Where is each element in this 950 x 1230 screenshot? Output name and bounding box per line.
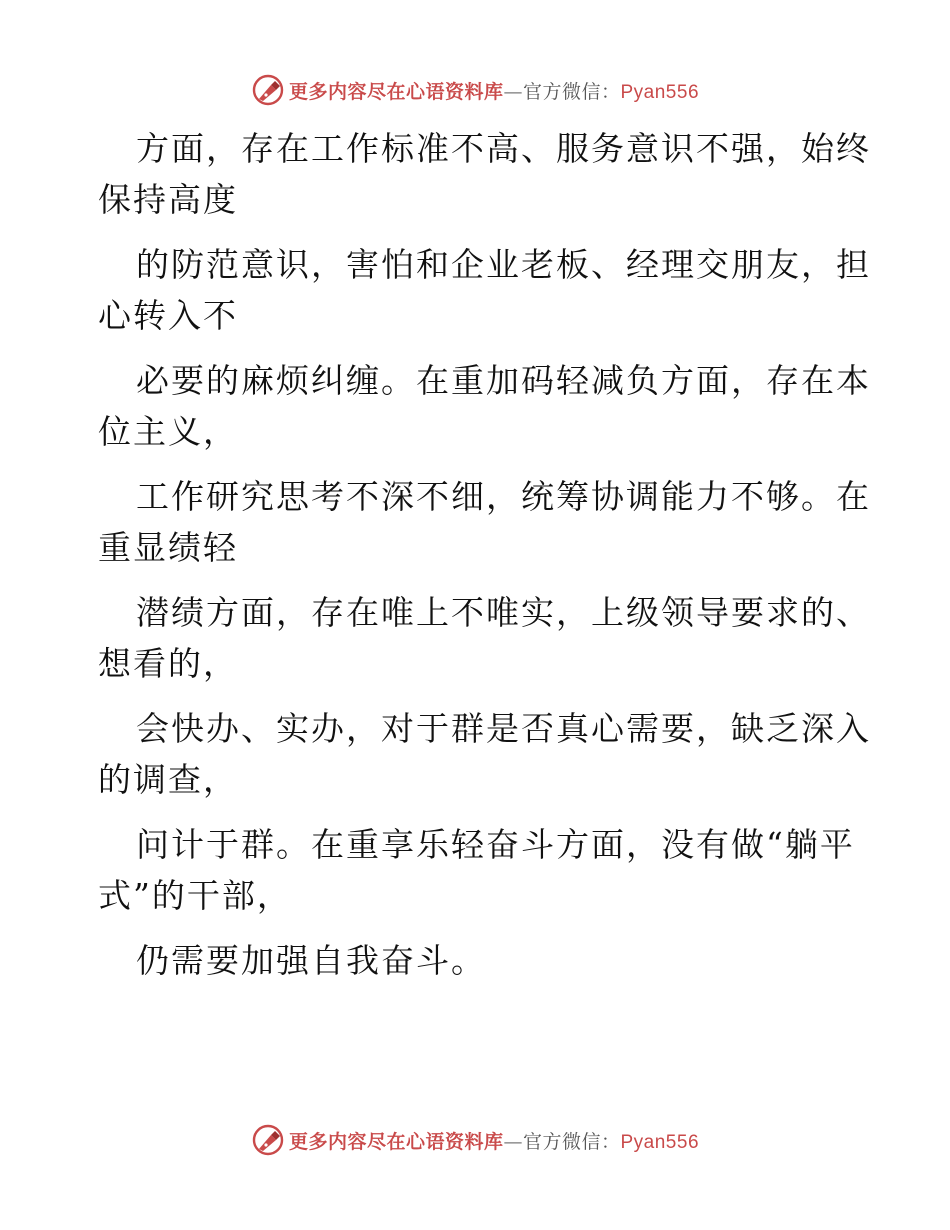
- paragraph: [98, 584, 871, 700]
- paragraph-line: 重显绩轻: [98, 528, 238, 567]
- paragraph-line: 潜绩方面，存在唯上不唯实，上级领导要求的、: [136, 593, 871, 632]
- paragraph-line: 想看的，: [98, 644, 238, 683]
- watermark-dash: —: [503, 80, 523, 103]
- paragraph-line: 工作研究思考不深不细，统筹协调能力不够。在: [136, 477, 871, 516]
- pen-nib-logo-icon: [251, 1123, 285, 1157]
- paragraph-line: 式”的干部，: [98, 876, 292, 915]
- paragraph-line: 必要的麻烦纠缠。在重加码轻减负方面，存在本: [136, 361, 871, 400]
- watermark-brand: 更多内容尽在心语资料库: [288, 1130, 504, 1153]
- paragraph-line: 的调查，: [98, 760, 238, 799]
- watermark-brand: 更多内容尽在心语资料库: [288, 80, 504, 103]
- paragraph-line: 方面，存在工作标准不高、服务意识不强，始终: [136, 129, 871, 168]
- pen-nib-logo-icon: [251, 73, 285, 107]
- paragraph-line: 位主义，: [98, 412, 238, 451]
- paragraph-line: 保持高度: [98, 180, 238, 219]
- watermark-wechat-label: 官方微信：: [522, 80, 621, 103]
- watermark-wechat-id: Pyan556: [620, 1131, 700, 1153]
- paragraph-line: 心转入不: [98, 296, 238, 335]
- watermark-wechat-id: Pyan556: [620, 81, 700, 103]
- paragraph: [98, 816, 858, 932]
- paragraph: [98, 120, 871, 236]
- watermark-text: [289, 77, 699, 104]
- paragraph: [98, 468, 871, 584]
- document-body: [98, 120, 871, 990]
- paragraph-line: 仍需要加强自我奋斗。: [136, 941, 486, 980]
- paragraph: [98, 236, 871, 352]
- paragraph-line: 问计于群。在重享乐轻奋斗方面，没有做“躺平: [136, 825, 855, 864]
- paragraph: [98, 700, 871, 816]
- watermark-footer: [0, 1120, 950, 1160]
- paragraph: [98, 932, 858, 990]
- watermark-dash: —: [503, 1130, 523, 1153]
- watermark-text: [289, 1127, 699, 1154]
- paragraph-line: 的防范意识，害怕和企业老板、经理交朋友，担: [136, 245, 871, 284]
- paragraph-line: 会快办、实办，对于群是否真心需要，缺乏深入: [136, 709, 871, 748]
- watermark-wechat-label: 官方微信：: [522, 1130, 621, 1153]
- paragraph: [98, 352, 871, 468]
- watermark-header: [0, 70, 950, 110]
